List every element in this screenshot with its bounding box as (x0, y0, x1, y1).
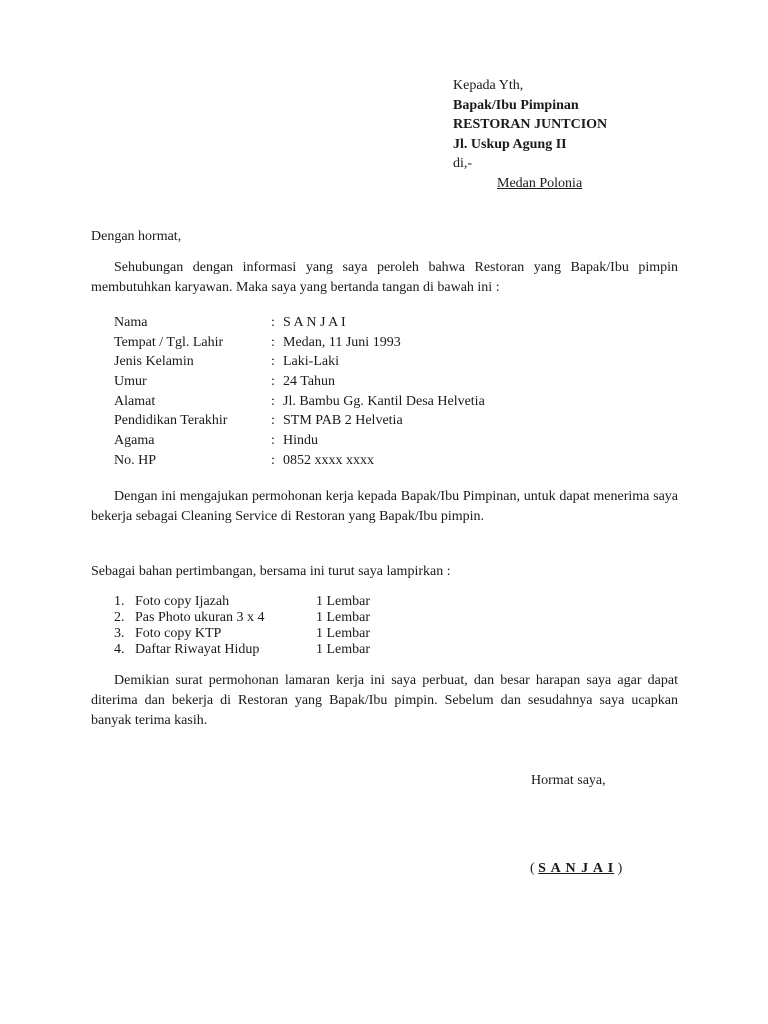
request-paragraph: Dengan ini mengajukan permohonan kerja kepada Bapak/Ibu Pimpinan, untuk dapat menerima saya bekerja sebagai Cleaning Service di Restoran yang Bapak/Ibu pimpin. (91, 489, 678, 524)
biodata-row (114, 333, 485, 353)
list-item-qty: 1 Lembar (316, 626, 371, 641)
list-item (114, 626, 370, 642)
biodata-label: Tempat / Tgl. Lahir (114, 334, 224, 350)
biodata-label: Umur (114, 374, 147, 390)
biodata-value: STM PAB 2 Helvetia (283, 413, 403, 429)
list-number: 1. (114, 594, 125, 609)
biodata-value: 24 Tahun (283, 374, 336, 390)
biodata-value: Medan, 11 Juni 1993 (283, 334, 401, 350)
biodata-colon: : (271, 452, 275, 468)
closing-paragraph: Demikian surat permohonan lamaran kerja ini saya perbuat, dan besar harapan saya agar dapat diterima dan bekerja di Restoran yang Bapak/Ibu pimpin. Sebelum dan sesudahnya saya ucapkan banyak terima kasih. (91, 673, 678, 728)
biodata-colon: : (271, 315, 275, 330)
biodata-row (114, 411, 485, 431)
biodata-colon: : (271, 354, 275, 370)
biodata-label: Nama (114, 315, 148, 330)
biodata-value: S A N J A I (283, 315, 346, 330)
greeting: Dengan hormat, (91, 229, 182, 244)
recipient-city: Medan Polonia (497, 175, 583, 191)
recipient-street: Jl. Uskup Agung II (453, 136, 567, 152)
list-item-name: Foto copy Ijazah (135, 594, 230, 609)
signature-close-paren: ) (614, 861, 623, 876)
list-item-name: Pas Photo ukuran 3 x 4 (135, 610, 265, 625)
list-item-qty: 1 Lembar (316, 642, 371, 657)
recipient-di: di,- (453, 156, 473, 171)
list-number: 3. (114, 626, 125, 641)
biodata-label: Pendidikan Terakhir (114, 413, 228, 429)
list-item-qty: 1 Lembar (316, 610, 371, 625)
list-number: 4. (114, 642, 125, 657)
opening-paragraph: Sehubungan dengan informasi yang saya peroleh bahwa Restoran yang Bapak/Ibu pimpin membutuhkan karyawan. Maka saya yang bertanda tangan di bawah ini : (91, 260, 678, 295)
biodata-row (114, 352, 485, 372)
list-item-name: Daftar Riwayat Hidup (135, 642, 260, 657)
recipient-title: Bapak/Ibu Pimpinan (453, 97, 579, 113)
biodata-label: Jenis Kelamin (114, 354, 194, 370)
biodata-label: No. HP (114, 452, 157, 468)
list-number: 2. (114, 610, 125, 625)
attachments-list (114, 594, 370, 658)
biodata-row (114, 451, 485, 471)
biodata-value: 0852 xxxx xxxx (283, 452, 374, 468)
biodata-value: Jl. Bambu Gg. Kantil Desa Helvetia (283, 393, 485, 409)
biodata-row (114, 372, 485, 392)
attachments-intro: Sebagai bahan pertimbangan, bersama ini turut saya lampirkan : (91, 564, 451, 579)
signature-name: S A N J A I (538, 861, 615, 876)
biodata-colon: : (271, 413, 275, 429)
biodata-colon: : (271, 374, 275, 390)
list-item (114, 610, 370, 626)
recipient-block (453, 76, 607, 193)
biodata-table (114, 313, 485, 471)
list-item (114, 642, 370, 658)
biodata-row (114, 392, 485, 412)
signature-block (530, 859, 622, 878)
recipient-city-wrap (453, 174, 607, 194)
biodata-label: Alamat (114, 393, 156, 409)
signature-open-paren: ( (530, 861, 539, 876)
biodata-row (114, 431, 485, 451)
list-item-qty: 1 Lembar (316, 594, 371, 609)
biodata-value: Hindu (283, 433, 318, 449)
biodata-colon: : (271, 393, 275, 409)
biodata-label: Agama (114, 433, 155, 449)
biodata-colon: : (271, 334, 275, 350)
list-item-name: Foto copy KTP (135, 626, 222, 641)
recipient-company: RESTORAN JUNTCION (453, 117, 608, 132)
list-item (114, 594, 370, 610)
biodata-row (114, 313, 485, 333)
biodata-colon: : (271, 433, 275, 449)
recipient-salutation: Kepada Yth, (453, 78, 524, 93)
closing-salutation: Hormat saya, (531, 773, 606, 788)
biodata-value: Laki-Laki (283, 354, 339, 370)
